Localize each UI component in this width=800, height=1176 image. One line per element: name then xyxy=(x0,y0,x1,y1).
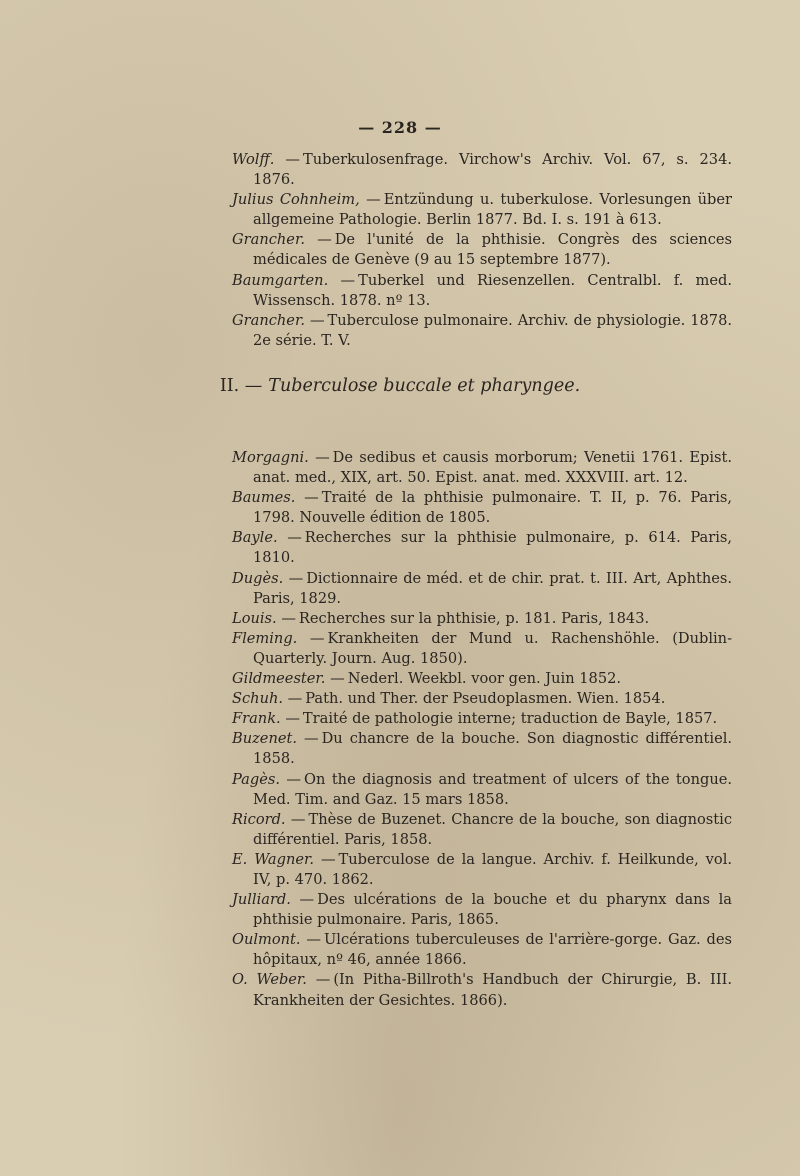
reference-entry xyxy=(232,488,732,528)
reference-entry xyxy=(232,311,732,351)
reference-text: (In Pitha-Billroth's Handbuch der Chirurgie, B. III. Krankheiten der Gesichtes. 1866). xyxy=(253,971,732,1009)
reference-text: Traité de pathologie interne; traduction de Bayle, 1857. xyxy=(302,710,718,728)
reference-separator: — xyxy=(299,891,315,909)
reference-text: Krankheiten der Mund u. Rachenshöhle. (Dublin-Quarterly. Journ. Aug. 1850). xyxy=(253,629,732,667)
reference-author: Frank. xyxy=(232,710,281,728)
reference-author: Morgagni. xyxy=(232,449,309,466)
reference-entry xyxy=(232,709,732,729)
reference-separator: — xyxy=(286,770,302,788)
reference-entry xyxy=(232,190,732,230)
reference-author: Schuh. xyxy=(232,690,284,708)
reference-text: Tuberculose pulmonaire. Archiv. de physiologie. 1878. 2e série. T. V. xyxy=(253,311,732,349)
reference-author: Baumgarten. xyxy=(232,271,329,289)
reference-separator: — xyxy=(306,931,321,949)
reference-separator: — xyxy=(309,629,325,647)
reference-separator: — xyxy=(290,810,306,828)
reference-text: De sedibus et causis morborum; Venetii 1761. Epist. anat. med., XIX, art. 50. Epist. anat. med. XXXVIII. art. 12. xyxy=(253,449,732,487)
reference-text: Thèse de Buzenet. Chancre de la bouche, son diagnostic différentiel. Paris, 1858. xyxy=(253,810,733,848)
reference-entry xyxy=(232,890,732,930)
reference-entry xyxy=(232,528,732,568)
reference-separator: — xyxy=(285,151,300,168)
reference-separator: — xyxy=(281,609,296,627)
reference-author: Buzenet. xyxy=(232,730,297,748)
reference-separator: — xyxy=(288,569,304,587)
reference-list-top xyxy=(232,150,732,351)
reference-separator: — xyxy=(304,489,319,507)
reference-entry xyxy=(232,729,732,769)
reference-text: Des ulcérations de la bouche et du pharynx dans la phthisie pulmonaire. Paris, 1865. xyxy=(253,891,732,929)
reference-separator: — xyxy=(304,730,319,748)
reference-text: Tuberkulosenfrage. Virchow's Archiv. Vol. 67, s. 234. 1876. xyxy=(253,151,732,189)
reference-author: Grancher. xyxy=(232,311,305,329)
reference-entry xyxy=(232,230,732,270)
reference-author: Julliard. xyxy=(232,891,291,909)
reference-separator: — xyxy=(317,231,332,249)
reference-author: Ricord. xyxy=(232,810,286,828)
reference-entry xyxy=(232,810,732,850)
reference-entry xyxy=(232,448,732,488)
reference-text: Dictionnaire de méd. et de chir. prat. t. III. Art, Aphthes. Paris, 1829. xyxy=(253,569,732,607)
reference-separator: — xyxy=(315,449,330,466)
reference-separator: — xyxy=(309,311,325,329)
section-title: Tuberculose buccale et pharyngee. xyxy=(268,376,581,396)
reference-text: Path. und Ther. der Pseudoplasmen. Wien. 1854. xyxy=(305,690,666,708)
section-number: II. — xyxy=(219,376,263,396)
section-heading xyxy=(0,376,800,396)
reference-author: Gildmeester. xyxy=(232,670,326,688)
reference-separator: — xyxy=(366,191,381,209)
reference-entry xyxy=(232,850,732,890)
reference-separator: — xyxy=(287,529,302,547)
reference-entry xyxy=(232,770,732,810)
reference-text: Du chancre de la bouche. Son diagnostic différentiel. 1858. xyxy=(253,730,733,768)
reference-text: Recherches sur la phthisie pulmonaire, p. 614. Paris, 1810. xyxy=(253,529,733,567)
reference-separator: — xyxy=(315,971,331,989)
reference-text: Ulcérations tuberculeuses de l'arrière-gorge. Gaz. des hôpitaux, nº 46, année 1866. xyxy=(253,931,733,969)
reference-entry xyxy=(232,609,732,629)
reference-author: Baumes. xyxy=(232,489,296,507)
reference-separator: — xyxy=(287,690,303,708)
reference-separator: — xyxy=(285,710,300,728)
reference-text: Nederl. Weekbl. voor gen. Juin 1852. xyxy=(347,670,622,688)
reference-entry xyxy=(232,271,732,311)
reference-separator: — xyxy=(320,850,336,868)
reference-author: Bayle. xyxy=(232,529,278,547)
reference-entry xyxy=(232,569,732,609)
reference-author: Dugès. xyxy=(232,569,284,587)
reference-entry xyxy=(232,970,732,1010)
reference-entry xyxy=(232,629,732,669)
reference-text: Recherches sur la phthisie, p. 181. Paris, 1843. xyxy=(298,609,650,627)
reference-author: Pagès. xyxy=(232,770,280,788)
reference-entry xyxy=(232,930,732,970)
reference-author: O. Weber. xyxy=(232,971,307,989)
reference-separator: — xyxy=(330,670,345,688)
reference-text: De l'unité de la phthisie. Congrès des sciences médicales de Genève (9 au 15 septembre 1877). xyxy=(253,231,732,269)
reference-entry xyxy=(232,150,732,190)
reference-entry xyxy=(232,669,732,689)
reference-author: Grancher. xyxy=(232,231,305,249)
reference-text: On the diagnosis and treatment of ulcers of the tongue. Med. Tim. and Gaz. 15 mars 1858. xyxy=(253,770,732,808)
reference-text: Entzündung u. tuberkulose. Vorlesungen über allgemeine Pathologie. Berlin 1877. Bd. I. s. 191 à 613. xyxy=(253,191,733,229)
reference-text: Tuberkel und Riesenzellen. Centralbl. f. med. Wissensch. 1878. nº 13. xyxy=(253,271,733,309)
reference-separator: — xyxy=(340,271,356,289)
reference-author: Fleming. xyxy=(232,629,298,647)
page-number: — 228 — xyxy=(358,118,442,137)
reference-author: E. Wagner. xyxy=(232,850,315,868)
reference-author: Louis. xyxy=(232,609,277,627)
reference-author: Wolff. xyxy=(232,151,275,168)
reference-author: Oulmont. xyxy=(232,931,301,949)
reference-text: Tuberculose de la langue. Archiv. f. Heilkunde, vol. IV, p. 470. 1862. xyxy=(253,850,733,888)
reference-author: Julius Cohnheim, xyxy=(232,191,360,209)
reference-text: Traité de la phthisie pulmonaire. T. II, p. 76. Paris, 1798. Nouvelle édition de 1805. xyxy=(253,489,732,527)
reference-list-section xyxy=(232,448,732,1011)
reference-entry xyxy=(232,689,732,709)
